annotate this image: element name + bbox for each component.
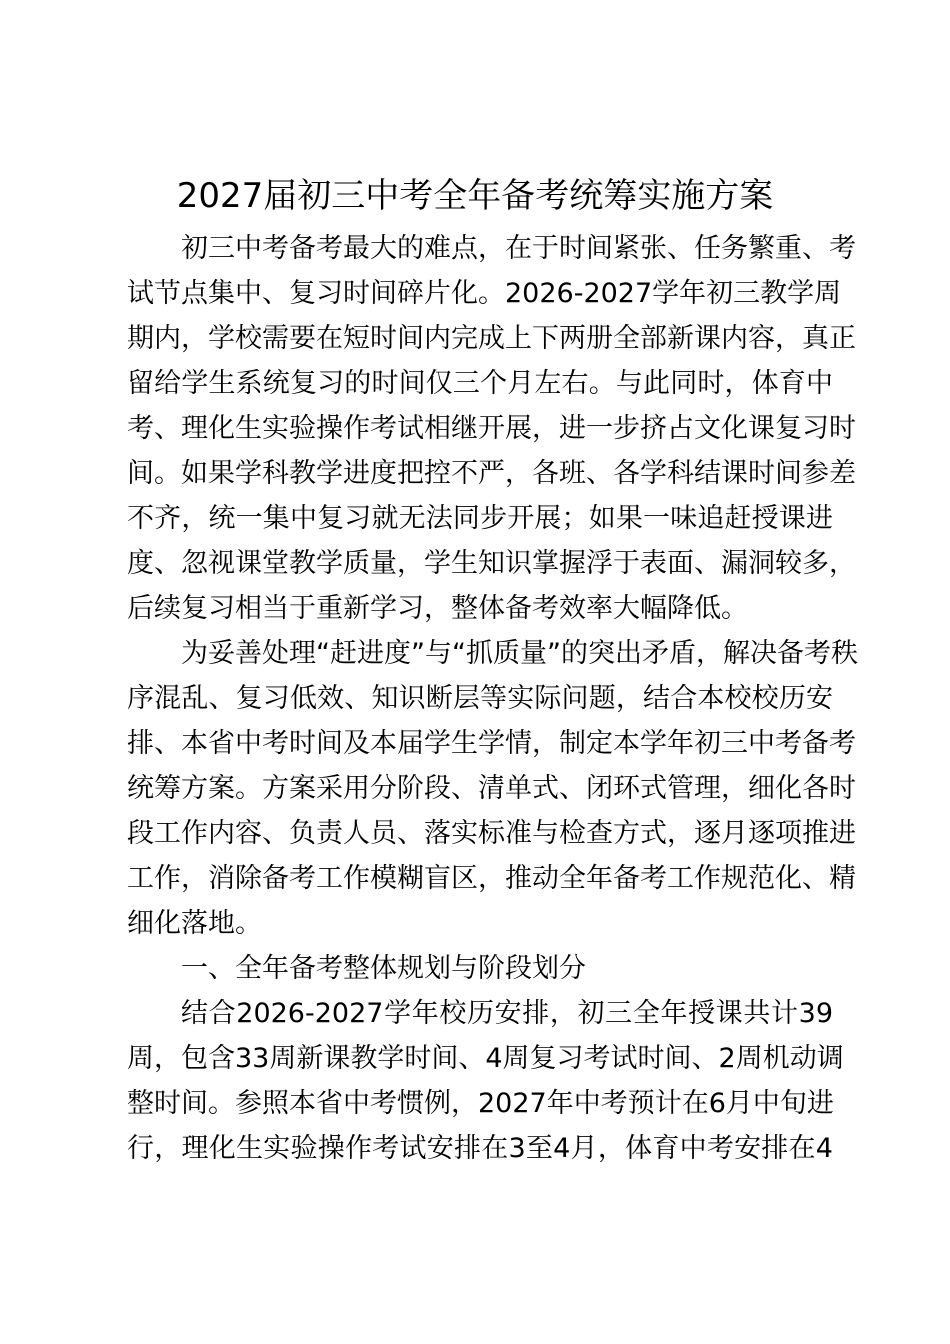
paragraph-intro	[127, 226, 856, 631]
text-line: 期内，学校需要在短时间内完成上下两册全部新课内容，真正	[127, 323, 856, 354]
text-line: 周，包含33周新课教学时间、4周复习考试时间、2周机动调	[127, 1043, 844, 1074]
text-line: 后续复习相当于重新学习，整体备考效率大幅降低。	[127, 593, 748, 624]
text-line: 细化落地。	[127, 908, 262, 939]
document-body	[127, 226, 858, 1171]
text-line: 间。如果学科教学进度把控不严，各班、各学科结课时间参差	[127, 458, 856, 489]
text-line: 工作，消除备考工作模糊盲区，推动全年备考工作规范化、精	[127, 863, 856, 894]
document-title: 2027届初三中考全年备考统筹实施方案	[176, 176, 774, 216]
text-line: 不齐，统一集中复习就无法同步开展；如果一味追赶授课进	[127, 503, 833, 534]
text-line: 试节点集中、复习时间碎片化。2026-2027学年初三教学周	[127, 278, 842, 309]
section-heading	[127, 946, 833, 991]
paragraph-schedule	[127, 991, 844, 1171]
text-line: 度、忽视课堂教学质量，学生知识掌握浮于表面、漏洞较多，	[127, 548, 856, 579]
text-line: 行，理化生实验操作考试安排在3至4月，体育中考安排在4	[127, 1133, 833, 1164]
text-line: 统筹方案。方案采用分阶段、清单式、闭环式管理，细化各时	[127, 773, 856, 804]
text-line: 初三中考备考最大的难点，在于时间紧张、任务繁重、考	[181, 233, 856, 264]
section-heading-text: 一、全年备考整体规划与阶段划分	[181, 953, 586, 984]
text-line: 为妥善处理“赶进度”与“抓质量”的突出矛盾，解决备考秩	[181, 638, 858, 669]
text-line: 序混乱、复习低效、知识断层等实际问题，结合本校校历安	[127, 683, 833, 714]
text-line: 留给学生系统复习的时间仅三个月左右。与此同时，体育中	[127, 368, 833, 399]
paragraph-purpose	[127, 631, 858, 946]
text-line: 考、理化生实验操作考试相继开展，进一步挤占文化课复习时	[127, 413, 856, 444]
text-line: 排、本省中考时间及本届学生学情，制定本学年初三中考备考	[127, 728, 856, 759]
text-line: 结合2026-2027学年校历安排，初三全年授课共计39	[181, 998, 833, 1029]
text-line: 段工作内容、负责人员、落实标准与检查方式，逐月逐项推进	[127, 818, 856, 849]
text-line: 整时间。参照本省中考惯例，2027年中考预计在6月中旬进	[127, 1088, 834, 1119]
